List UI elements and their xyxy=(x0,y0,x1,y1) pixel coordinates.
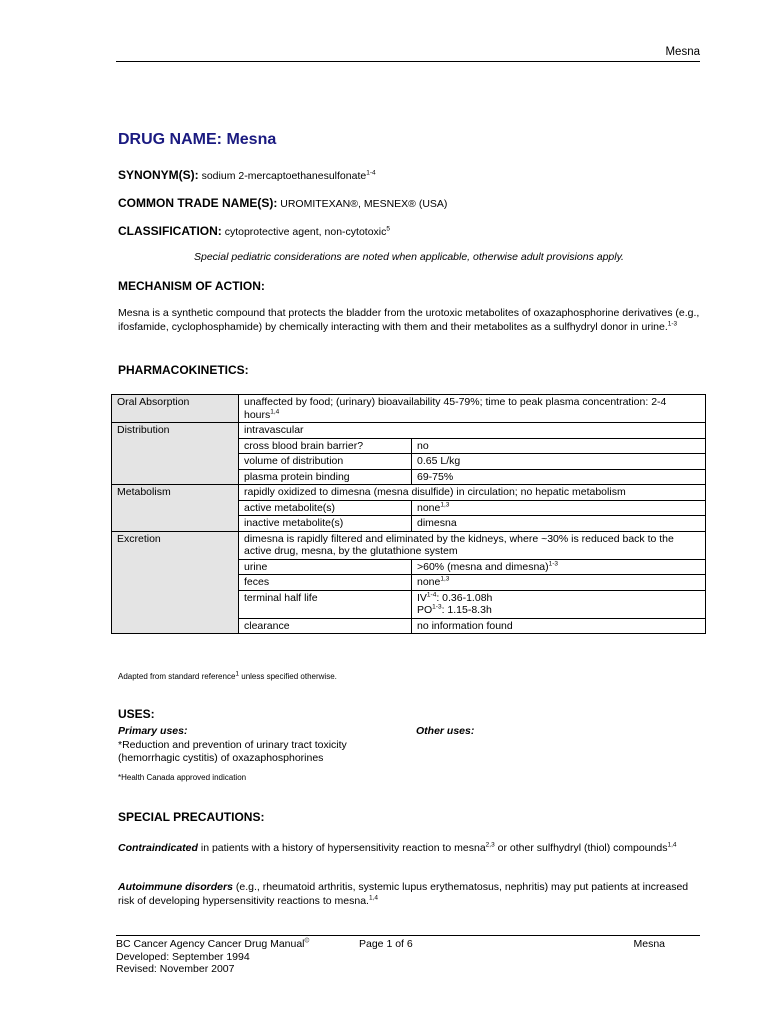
clearance-label: clearance xyxy=(239,618,412,634)
contraindication-ref: 2,3 xyxy=(485,841,495,849)
synonyms-value: sodium 2-mercaptoethanesulfonate xyxy=(201,170,367,182)
running-header-title: Mesna xyxy=(665,46,700,58)
distribution-text: intravascular xyxy=(239,423,706,439)
feces-label: feces xyxy=(239,575,412,591)
footer-copyright: © xyxy=(304,937,310,945)
oral-absorption-cell xyxy=(239,395,706,423)
footer-drug-name: Mesna xyxy=(633,938,665,950)
half-life-po-prefix: PO xyxy=(417,604,433,616)
table-row xyxy=(112,454,706,470)
adapted-note xyxy=(118,672,337,681)
half-life-iv-ref: 1-4 xyxy=(426,591,437,598)
classification-line xyxy=(118,224,390,238)
active-metabolite-label: active metabolite(s) xyxy=(239,500,412,516)
contraindicated-term: Contraindicated xyxy=(118,842,198,854)
mechanism-paragraph xyxy=(118,306,700,334)
primary-uses-heading: Primary uses: xyxy=(118,725,188,737)
table-row xyxy=(112,423,706,439)
label-spacer xyxy=(112,618,239,634)
footer-manual: BC Cancer Agency Cancer Drug Manual xyxy=(116,938,305,950)
table-row xyxy=(112,531,706,559)
inactive-metabolite-label: inactive metabolite(s) xyxy=(239,516,412,532)
clearance-value: no information found xyxy=(412,618,706,634)
footer-developed: Developed: September 1994 xyxy=(116,950,250,963)
footer-left xyxy=(116,938,309,976)
trade-names-label: COMMON TRADE NAME(S): xyxy=(118,196,278,210)
distribution-label: Distribution xyxy=(112,423,239,439)
label-spacer xyxy=(112,500,239,516)
half-life-po xyxy=(417,604,700,617)
table-row xyxy=(112,395,706,423)
pharmacokinetics-heading: PHARMACOKINETICS: xyxy=(118,363,249,377)
footer-divider xyxy=(116,935,700,936)
mechanism-heading: MECHANISM OF ACTION: xyxy=(118,279,265,293)
bbb-value: no xyxy=(412,438,706,454)
other-uses-heading: Other uses: xyxy=(416,725,475,737)
trade-names-line xyxy=(118,196,447,210)
footer-manual-line xyxy=(116,938,309,951)
table-row xyxy=(112,575,706,591)
contraindication-text: in patients with a history of hypersensitivity reaction to mesna xyxy=(197,842,486,854)
adapted-note-after: unless specified otherwise. xyxy=(239,672,337,681)
inactive-metabolite-value: dimesna xyxy=(412,516,706,532)
classification-label: CLASSIFICATION: xyxy=(118,224,222,238)
mechanism-text: Mesna is a synthetic compound that protects the bladder from the urotoxic metabolites of oxazaphosphorine derivatives (e.g., ifosfamide, cyclophosphamide) by chemically interacting with them and their metabolites as a sulfhydryl donor in urine. xyxy=(118,307,700,333)
oral-absorption-label: Oral Absorption xyxy=(112,395,239,423)
metabolism-label: Metabolism xyxy=(112,485,239,501)
label-spacer xyxy=(112,454,239,470)
uses-heading: USES: xyxy=(118,707,155,721)
label-spacer xyxy=(112,469,239,485)
health-canada-note: *Health Canada approved indication xyxy=(118,773,247,782)
half-life-iv-value: : 0.36-1.08h xyxy=(436,591,493,604)
table-row xyxy=(112,516,706,532)
pediatric-note: Special pediatric considerations are noted when applicable, otherwise adult provisions apply. xyxy=(194,251,624,263)
label-spacer xyxy=(112,590,239,618)
half-life-po-value: : 1.15-8.3h xyxy=(441,604,492,616)
oral-absorption-text: unaffected by food; (urinary) bioavailability 45-79%; time to peak plasma concentration: 2-4 hours xyxy=(244,396,667,421)
classification-ref: 5 xyxy=(386,225,390,233)
bbb-label: cross blood brain barrier? xyxy=(239,438,412,454)
urine-ref: 1-3 xyxy=(548,560,559,567)
feces-value: none xyxy=(417,576,441,588)
active-metabolite-ref: 1,3 xyxy=(440,501,450,508)
autoimmune-term: Autoimmune disorders xyxy=(118,881,233,893)
table-row xyxy=(112,590,706,618)
metabolism-text: rapidly oxidized to dimesna (mesna disulfide) in circulation; no hepatic metabolism xyxy=(239,485,706,501)
ppb-label: plasma protein binding xyxy=(239,469,412,485)
footer-revised: Revised: November 2007 xyxy=(116,963,235,975)
active-metabolite-cell xyxy=(412,500,706,516)
label-spacer xyxy=(112,438,239,454)
vd-value: 0.65 L/kg xyxy=(412,454,706,470)
autoimmune-paragraph xyxy=(118,880,700,908)
label-spacer xyxy=(112,575,239,591)
label-spacer xyxy=(112,559,239,575)
header-divider xyxy=(116,61,700,62)
adapted-note-ref: 1 xyxy=(235,670,240,678)
active-metabolite-value: none xyxy=(417,501,441,514)
trade-names-value: UROMITEXAN®, MESNEX® (USA) xyxy=(280,198,448,210)
contraindication-text-2: or other sulfhydryl (thiol) compounds xyxy=(494,842,668,854)
feces-cell xyxy=(412,575,706,591)
autoimmune-ref: 1,4 xyxy=(368,894,379,902)
drug-name-heading: DRUG NAME: Mesna xyxy=(118,131,277,148)
excretion-text: dimesna is rapidly filtered and eliminated by the kidneys, where ~30% is reduced back to the active drug, mesna, by the glutathione system xyxy=(239,531,706,559)
half-life-label: terminal half life xyxy=(239,590,412,618)
table-row xyxy=(112,559,706,575)
half-life-po-ref: 1-3 xyxy=(432,603,442,611)
half-life-iv-prefix: IV xyxy=(417,591,427,604)
synonyms-label: SYNONYM(S): xyxy=(118,168,199,182)
table-row xyxy=(112,438,706,454)
urine-value: >60% (mesna and dimesna) xyxy=(417,560,549,573)
special-precautions-heading: SPECIAL PRECAUTIONS: xyxy=(118,810,265,824)
synonyms-ref: 1-4 xyxy=(366,169,376,177)
oral-absorption-ref: 1,4 xyxy=(270,408,280,415)
excretion-label: Excretion xyxy=(112,531,239,559)
urine-cell xyxy=(412,559,706,575)
pharmacokinetics-table xyxy=(111,394,706,634)
primary-use-item: *Reduction and prevention of urinary tract toxicity (hemorrhagic cystitis) of oxazaphosphorines xyxy=(118,739,347,764)
contraindication-ref-2: 1,4 xyxy=(667,841,677,849)
contraindication-paragraph xyxy=(118,841,700,855)
half-life-iv xyxy=(417,592,700,605)
synonyms-line xyxy=(118,168,376,182)
mechanism-ref: 1-3 xyxy=(667,320,678,328)
ppb-value: 69-75% xyxy=(412,469,706,485)
classification-value: cytoprotective agent, non-cytotoxic xyxy=(224,226,387,238)
urine-label: urine xyxy=(239,559,412,575)
table-row xyxy=(112,485,706,501)
table-row xyxy=(112,469,706,485)
table-row xyxy=(112,618,706,634)
label-spacer xyxy=(112,516,239,532)
footer-page-number: Page 1 of 6 xyxy=(359,938,413,950)
half-life-cell xyxy=(412,590,706,618)
vd-label: volume of distribution xyxy=(239,454,412,470)
table-row xyxy=(112,500,706,516)
adapted-note-text: Adapted from standard reference xyxy=(118,672,236,681)
autoimmune-text: (e.g., rheumatoid arthritis, systemic lupus erythematosus, nephritis) may put patients at increased risk of developing hypersensitivity reactions to mesna. xyxy=(118,881,689,907)
feces-ref: 1,3 xyxy=(440,575,450,583)
